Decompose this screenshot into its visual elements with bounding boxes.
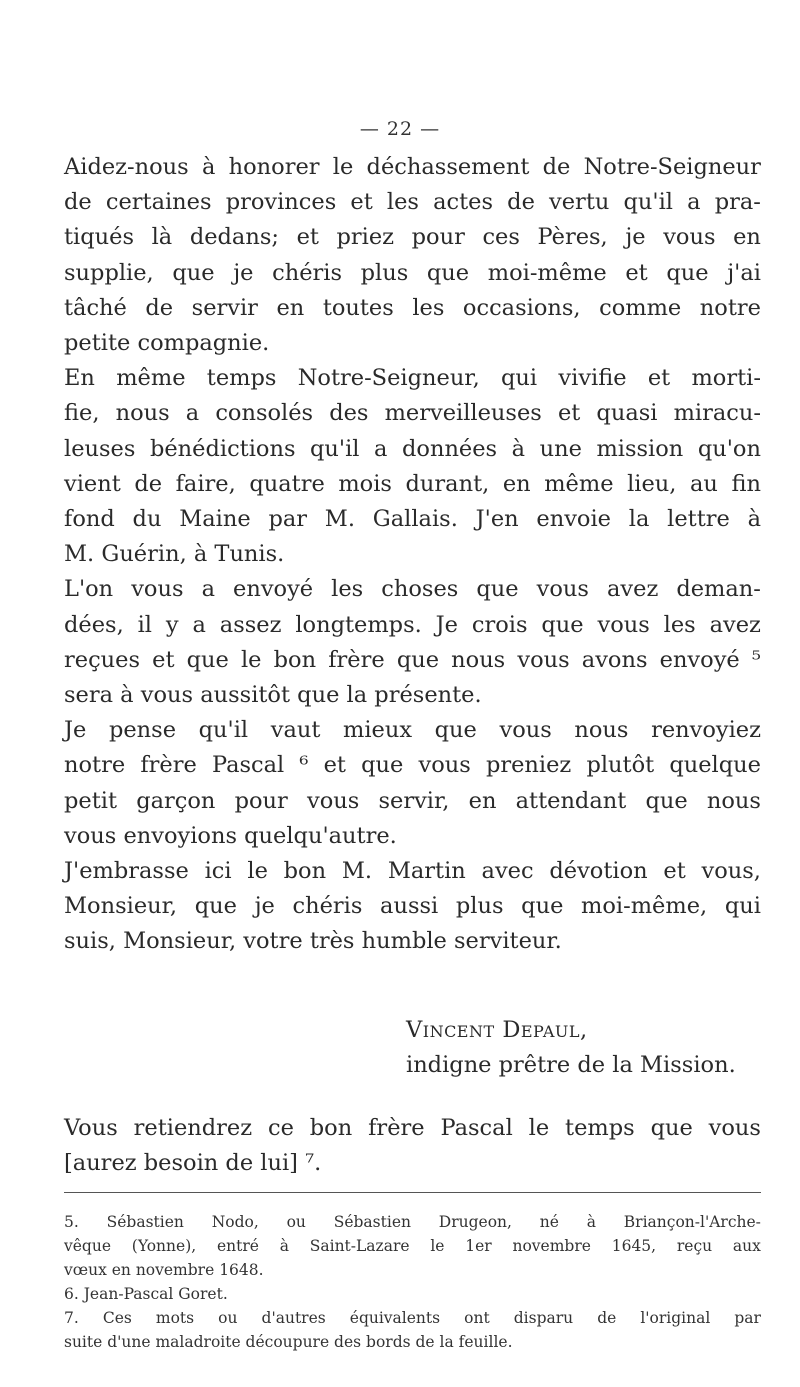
text-line: suis, Monsieur, votre très humble serviteur. bbox=[64, 928, 562, 955]
text-line: vous envoyions quelqu'autre. bbox=[64, 822, 397, 849]
text-line: notre frère Pascal ⁶ et que vous preniez plutôt quelque bbox=[64, 752, 761, 779]
signature-title: indigne prêtre de la Mission. bbox=[406, 1052, 736, 1078]
paragraph bbox=[64, 150, 761, 361]
paragraph bbox=[64, 572, 761, 713]
text-line: dées, il y a assez longtemps. Je crois que vous les avez bbox=[64, 611, 761, 638]
text-line: de certaines provinces et les actes de vertu qu'il a pra- bbox=[64, 189, 761, 216]
text-line: 7. Ces mots ou d'autres équivalents ont disparu de l'original par bbox=[64, 1309, 761, 1327]
postscript bbox=[64, 1111, 761, 1181]
text-line: 6. Jean-Pascal Goret. bbox=[64, 1285, 228, 1303]
text-line: tiqués là dedans; et priez pour ces Pères, je vous en bbox=[64, 224, 761, 251]
text-line: Je pense qu'il vaut mieux que vous nous renvoyiez bbox=[64, 717, 761, 744]
text-line: [aurez besoin de lui] ⁷. bbox=[64, 1150, 322, 1177]
text-line: Vous retiendrez ce bon frère Pascal le temps que vous bbox=[64, 1115, 761, 1141]
text-line: sera à vous aussitôt que la présente. bbox=[64, 682, 482, 709]
text-line: fie, nous a consolés des merveilleuses et quasi miracu- bbox=[64, 400, 761, 427]
paragraph bbox=[64, 713, 761, 854]
text-line: reçues et que le bon frère que nous vous avons envoyé ⁵ bbox=[64, 646, 761, 673]
text-line: Monsieur, que je chéris aussi plus que moi-même, qui bbox=[64, 893, 761, 920]
page-number: — 22 — bbox=[359, 118, 441, 140]
footnote bbox=[64, 1282, 761, 1306]
text-line: vœux en novembre 1648. bbox=[64, 1261, 264, 1279]
paragraph bbox=[64, 361, 761, 572]
footnote bbox=[64, 1210, 761, 1282]
letter-body bbox=[64, 150, 761, 960]
text-line: petite compagnie. bbox=[64, 330, 270, 357]
text-line: 5. Sébastien Nodo, ou Sébastien Drugeon, né à Briançon-l'Arche- bbox=[64, 1213, 761, 1231]
footnotes bbox=[64, 1210, 761, 1354]
text-line: tâché de servir en toutes les occasions, comme notre bbox=[64, 294, 761, 321]
text-line: vêque (Yonne), entré à Saint-Lazare le 1er novembre 1645, reçu aux bbox=[64, 1237, 761, 1255]
text-line: supplie, que je chéris plus que moi-même et que j'ai bbox=[64, 259, 761, 286]
text-line: M. Guérin, à Tunis. bbox=[64, 541, 285, 568]
text-line: Aidez-nous à honorer le déchassement de Notre-Seigneur bbox=[64, 154, 761, 180]
text-line: L'on vous a envoyé les choses que vous avez deman- bbox=[64, 576, 761, 603]
signature-name: Vincent Depaul, bbox=[406, 1017, 588, 1043]
text-line: fond du Maine par M. Gallais. J'en envoie la lettre à bbox=[64, 506, 761, 533]
text-line: vient de faire, quatre mois durant, en même lieu, au fin bbox=[64, 470, 761, 497]
text-line: leuses bénédictions qu'il a données à une mission qu'on bbox=[64, 435, 761, 462]
text-line: suite d'une maladroite découpure des bords de la feuille. bbox=[64, 1333, 513, 1351]
paragraph bbox=[64, 854, 761, 960]
footnote bbox=[64, 1306, 761, 1354]
text-line: J'embrasse ici le bon M. Martin avec dévotion et vous, bbox=[64, 858, 761, 885]
footnote-divider bbox=[64, 1192, 761, 1193]
text-line: En même temps Notre-Seigneur, qui vivifie et morti- bbox=[64, 365, 761, 392]
text-line: petit garçon pour vous servir, en attendant que nous bbox=[64, 787, 761, 814]
